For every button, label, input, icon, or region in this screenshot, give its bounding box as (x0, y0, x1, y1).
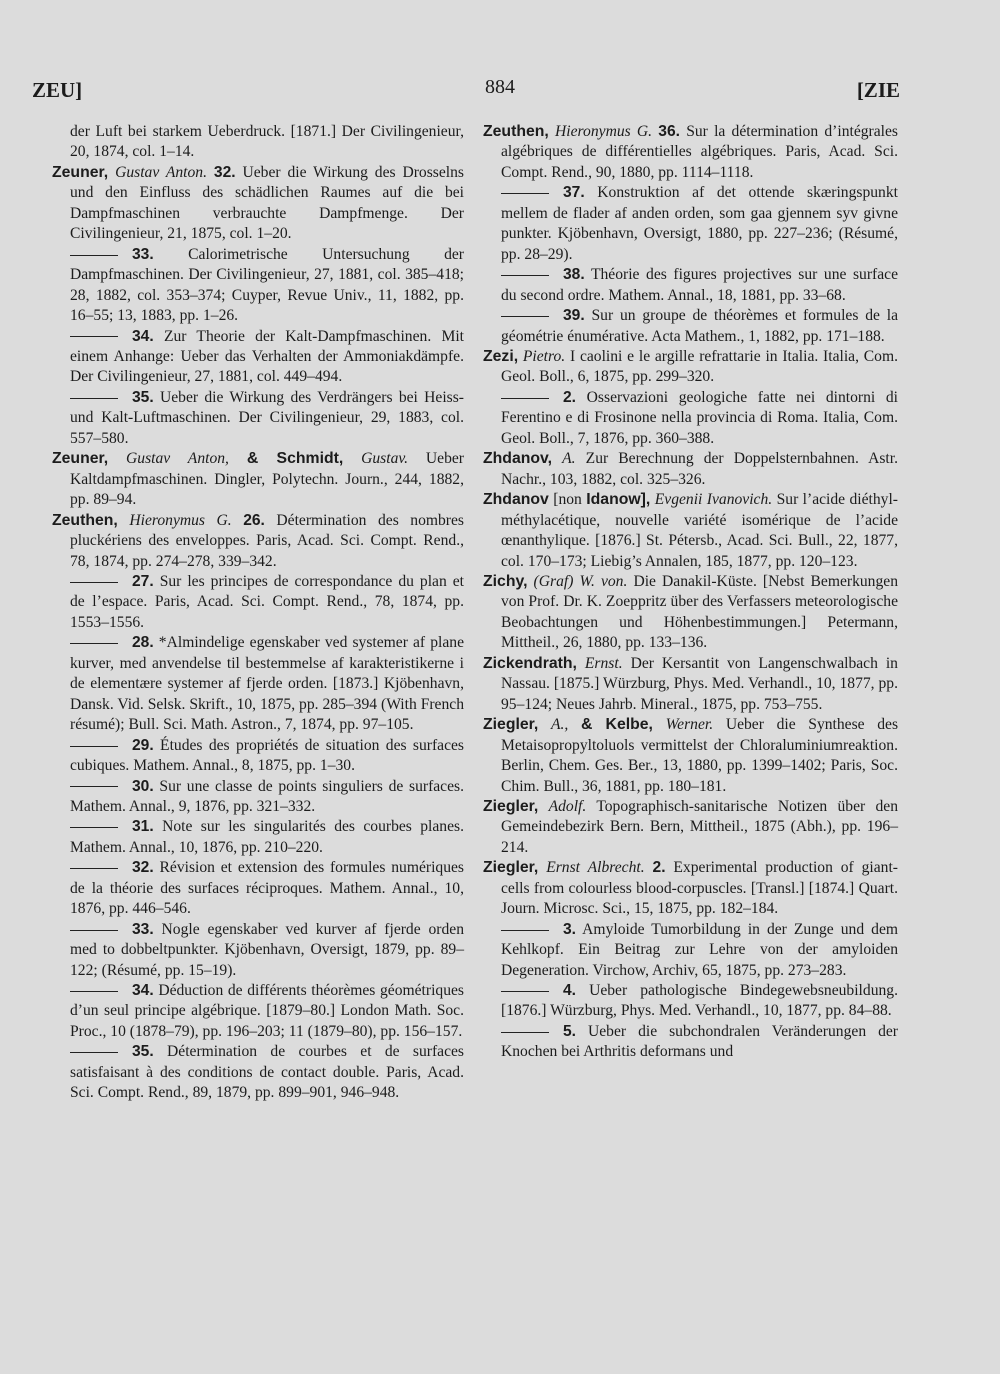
entry-number: 28. (132, 634, 154, 652)
coauthor-name: & Kelbe, (580, 716, 653, 734)
entry-number: 2. (563, 388, 577, 406)
entry-number: 29. (132, 736, 154, 754)
entry-text: Amyloide Tumorbildung in der Zunge und dem Kehlkopf. Ein Beitrag zur Lehre von der amyloiden Degeneration. Virchow, Archiv, 65, 1875, pp. 273–283. (501, 920, 898, 979)
ditto-dash (70, 398, 118, 399)
author-entry (483, 858, 898, 919)
author-given-name: Adolf. (548, 797, 587, 815)
author-entry (483, 122, 898, 183)
ditto-dash (70, 991, 118, 992)
sub-entry (52, 572, 464, 633)
entry-text: Topographisch-sanitarische Notizen über den Gemeindebezirk Bern. Bern, Mittheil., 1875 (Abh.), pp. 196–214. (501, 797, 899, 856)
entry-text: Die Danakil-Küste. [Nebst Bemerkungen von Prof. Dr. K. Zoeppritz über des Verfassers meteorologische Beobachtungen und Höhenbestimmungen.] Petermann, Mittheil., 26, 1880, pp. 133–136. (501, 572, 898, 652)
author-entry (483, 797, 898, 858)
sub-entry (52, 817, 464, 858)
author-given-name: Ernst Albrecht. (546, 859, 645, 877)
author-entry (483, 490, 898, 572)
entry-text: Sur un groupe de théorèmes et formules de la géométrie énumérative. Acta Mathem., 1, 1882, pp. 171–188. (501, 307, 898, 345)
left-column (52, 122, 464, 1104)
ditto-dash (70, 827, 118, 828)
entry-number: 37. (563, 184, 585, 202)
ditto-dash (70, 336, 118, 337)
ditto-dash (501, 930, 549, 931)
sub-entry (483, 388, 898, 449)
sub-entry (52, 981, 464, 1042)
ditto-dash (70, 255, 118, 256)
entry-text: Calorimetrische Untersuchung der Dampfmaschinen. Der Civilingenieur, 27, 1881, col. 385–418; 28, 1882, col. 353–374; Cuyper, Revue Univ., 11, 1882, pp. 16–55; 13, 1883, pp. 1–26. (70, 245, 465, 325)
ditto-dash (70, 746, 118, 747)
entry-text: Nogle egenskaber ved kurver af fjerde orden med to dobbeltpunkter. Kjöbenhavn, Oversigt, 1879, pp. 89–122; (Résumé, pp. 15–19). (70, 920, 464, 979)
coauthor-given-name: Werner. (665, 716, 714, 734)
entry-text: der Luft bei starkem Ueberdruck. [1871.] Der Civilingenieur, 20, 1874, col. 1–14. (70, 123, 464, 161)
ditto-dash (501, 275, 549, 276)
entry-text: I caolini e le argille refrattarie in Italia. Italia, Com. Geol. Boll., 6, 1875, pp. 299–320. (501, 347, 898, 386)
sub-entry (52, 777, 464, 818)
entry-text: Déduction de différents théorèmes géométriques d’un seul principe algébrique. [1879–80.] London Math. Soc. Proc., 10 (1878–79), pp. 196–203; 11 (1879–80), pp. 156–157. (70, 982, 464, 1040)
ditto-dash (501, 991, 549, 992)
author-given-name: Gustav Anton, (126, 450, 229, 468)
entry-number: 32. (213, 163, 236, 181)
entry-text: Détermination de courbes et de surfaces satisfaisant à des conditions de contact double. Paris, Acad. Sci. Compt. Rend., 89, 1879, pp. 899–901, 946–948. (70, 1043, 464, 1102)
coauthor-given-name: Evgenii Ivanovich. (654, 491, 773, 509)
author-entry (483, 654, 898, 715)
entry-text: Konstruktion af det ottende skæringspunkt mellem de flader af anden orden, som gaa gjennem syv givne punkter. Kjöbenhavn, Oversigt, 1880, pp. 227–236; (Résumé, pp. 28–29). (501, 184, 898, 263)
author-entry (483, 449, 898, 490)
entry-number: 38. (563, 266, 585, 284)
entry-number: 33. (132, 920, 154, 938)
author-given-name: Hieronymus G. (129, 511, 232, 529)
author-name: Zeuner, (52, 163, 109, 181)
entry-text: Der Kersantit von Langenschwalbach in Nassau. [1875.] Würzburg, Phys. Med. Verhandl., 10, 1877, pp. 95–124; Neues Jahrb. Mineral., 1875, pp. 753–755. (501, 654, 898, 713)
entry-text: Détermination des nombres pluckériens des enveloppes. Paris, Acad. Sci. Compt. Rend., 78, 1874, pp. 274–278, 339–342. (70, 511, 464, 570)
author-note: [non (553, 491, 582, 509)
ditto-dash (70, 643, 118, 644)
author-name: Zeuthen, (483, 123, 549, 140)
sub-entry (52, 245, 464, 327)
sub-entry (483, 183, 898, 265)
sub-entry (52, 327, 464, 388)
author-name: Zickendrath, (483, 654, 577, 672)
entry-text: Sur la détermination d’intégrales algébriques de différentielles algébriques. Paris, Acad. Sci. Compt. Rend., 90, 1880, pp. 1114–1118. (501, 123, 898, 181)
entry-number: 36. (658, 123, 680, 140)
ditto-dash (70, 582, 118, 583)
author-entry (52, 449, 464, 510)
entry-number: 39. (563, 307, 585, 325)
sub-entry (52, 920, 464, 981)
entry-text: Théorie des figures projectives sur une surface du second ordre. Mathem. Annal., 18, 1881, pp. 33–68. (501, 266, 898, 304)
coauthor-given-name: Gustav. (361, 450, 409, 468)
ditto-dash (501, 193, 549, 194)
author-name: Zhdanov (483, 491, 549, 509)
author-given-name: A., (550, 716, 569, 734)
author-entry (52, 163, 464, 245)
ditto-dash (70, 786, 118, 787)
author-name: Zeuner, (52, 450, 109, 468)
entry-number: 27. (132, 572, 154, 590)
author-given-name: Ernst. (584, 654, 623, 672)
entry-number: 33. (132, 245, 154, 263)
entry-text: Note sur les singularités des courbes planes. Mathem. Annal., 10, 1876, pp. 210–220. (70, 818, 464, 856)
author-entry (483, 715, 898, 797)
entry-number: 32. (132, 859, 154, 877)
entry-number: 35. (132, 388, 154, 406)
sub-entry (52, 1042, 464, 1103)
entry-text: Ueber pathologische Bindegewebsneubildung. [1876.] Würzburg, Phys. Med. Verhandl., 10, 1877, pp. 84–88. (501, 982, 898, 1020)
entry-number: 34. (132, 982, 154, 1000)
continued-entry (52, 122, 464, 163)
sub-entry (52, 858, 464, 919)
page-number: 884 (485, 76, 515, 98)
entry-text: Sur une classe de points singuliers de surfaces. Mathem. Annal., 9, 1876, pp. 321–332. (70, 777, 464, 815)
author-entry (483, 572, 898, 654)
ditto-dash (501, 1032, 549, 1033)
author-name: Ziegler, (483, 859, 539, 877)
ditto-dash (70, 868, 118, 869)
author-entry (483, 347, 898, 388)
running-head-left: ZEU] (32, 78, 83, 102)
sub-entry (483, 981, 898, 1022)
author-name: Zeuthen, (52, 511, 118, 529)
entry-number: 26. (243, 511, 265, 529)
sub-entry (483, 265, 898, 306)
author-given-name: (Graf) W. von. (533, 572, 628, 590)
author-name: Zichy, (483, 572, 528, 590)
entry-text: Zur Berechnung der Doppelsternbahnen. Astr. Nachr., 103, 1882, col. 325–326. (501, 450, 898, 488)
sub-entry (483, 920, 898, 981)
entry-number: 30. (132, 777, 154, 795)
ditto-dash (501, 398, 549, 399)
ditto-dash (70, 930, 118, 931)
entry-text: Ueber die subchondralen Veränderungen der Knochen bei Arthritis deformans und (501, 1022, 898, 1061)
author-given-name: Pietro. (522, 347, 566, 365)
entry-text: Ueber die Synthese des Metaisopropyltoluols vermittelst der Chloraluminiumreaktion. Berlin, Chem. Ges. Ber., 13, 1880, pp. 1399–1402; Paris, Soc. Chim. Bull., 36, 1881, pp. 180–181. (501, 716, 899, 795)
entry-number: 5. (563, 1022, 577, 1040)
right-column (483, 122, 898, 1063)
sub-entry (52, 736, 464, 777)
sub-entry (483, 306, 898, 347)
running-head-right: [ZIE (856, 78, 900, 102)
author-given-name: Hieronymus G. (555, 123, 653, 140)
ditto-dash (501, 316, 549, 317)
entry-text: *Almindelige egenskaber ved systemer af plane kurver, med anvendelse til bestemmelse af karakteristikerne i de elementære systemer af fjerde orden. [1873.] Kjöbenhavn, Dansk. Vid. Selsk. Skrift., 10, 1875, pp. 285–394 (With French résumé); Bull. Sci. Math. Astron., 7, 1874, pp. 97–105. (70, 634, 464, 734)
entry-text: Ueber die Wirkung des Drosselns und den Einfluss des schädlichen Raumes auf die bei Dampfmaschinen verbrauchte Dampfmenge. Der Civilingenieur, 21, 1875, col. 1–20. (70, 163, 464, 243)
author-name: Zezi, (483, 347, 519, 365)
entry-number: 2. (652, 859, 666, 877)
entry-text: Osservazioni geologiche fatte nei dintorni di Ferentino e di Frosinone nella provincia di Roma. Italia, Com. Geol. Boll., 7, 1876, pp. 360–388. (501, 388, 898, 447)
author-entry (52, 511, 464, 572)
sub-entry (52, 388, 464, 449)
coauthor-name: & Schmidt, (246, 450, 344, 468)
entry-number: 34. (132, 327, 154, 345)
entry-number: 35. (132, 1043, 154, 1061)
author-given-name: Gustav Anton. (115, 163, 208, 181)
entry-text: Ueber die Wirkung des Verdrängers bei Heiss- und Kalt-Luftmaschinen. Der Civilingenieur, 29, 1883, col. 557–580. (70, 388, 464, 447)
entry-text: Experimental production of giant-cells from colourless blood-corpuscles. [Transl.] [1874.] Quart. Journ. Microsc. Sci., 15, 1875, pp. 182–184. (501, 859, 898, 918)
sub-entry (52, 633, 464, 735)
sub-entry (483, 1022, 898, 1063)
entry-text: Sur les principes de correspondance du plan et de l’espace. Paris, Acad. Sci. Compt. Rend., 78, 1874, pp. 1553–1556. (70, 572, 465, 631)
entry-text: Révision et extension des formules numériques de la théorie des surfaces réciproques. Mathem. Annal., 10, 1876, pp. 446–546. (70, 859, 464, 918)
entry-text: Sur l’acide diéthyl-méthylacétique, nouvelle variété isomérique de l’acide œnanthylique. [1876.] St. Pétersb., Acad. Sci. Bull., 22, 1877, col. 170–173; Liebig’s Annalen, 185, 1877, pp. 120–123. (501, 491, 899, 570)
entry-text: Ueber Kaltdampfmaschinen. Dingler, Polytechn. Journ., 244, 1882, pp. 89–94. (70, 450, 464, 509)
entry-text: Zur Theorie der Kalt-Dampfmaschinen. Mit einem Anhange: Ueber das Verhalten der Ammoniakdämpfe. Der Civilingenieur, 27, 1881, col. 449–494. (70, 327, 464, 386)
coauthor-name: Idanow], (586, 491, 651, 509)
author-name: Ziegler, (483, 716, 539, 734)
ditto-dash (70, 1052, 118, 1053)
entry-number: 31. (132, 818, 154, 836)
author-name: Zhdanov, (483, 450, 553, 468)
author-given-name: A. (562, 450, 576, 468)
entry-text: Études des propriétés de situation des surfaces cubiques. Mathem. Annal., 8, 1875, pp. 1–30. (70, 736, 464, 775)
entry-number: 4. (563, 982, 577, 1000)
author-name: Ziegler, (483, 797, 539, 815)
entry-number: 3. (563, 920, 577, 938)
